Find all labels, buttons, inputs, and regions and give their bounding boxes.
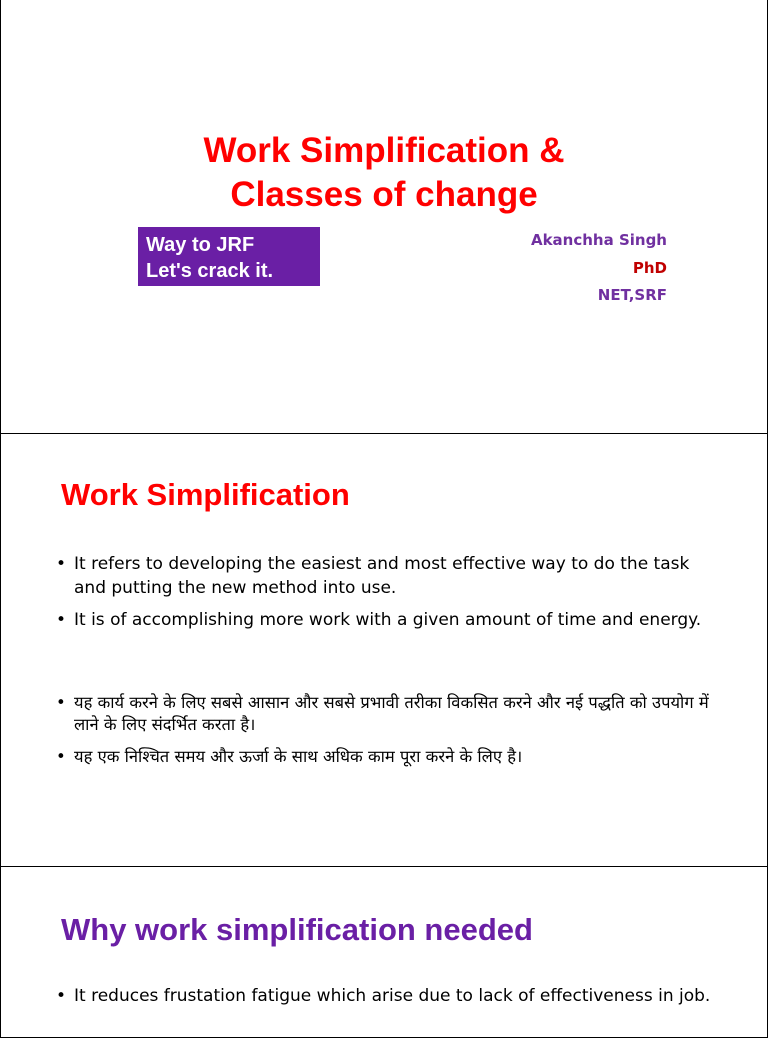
bullet-item: • यह कार्य करने के लिए सबसे आसान और सबसे प्रभावी तरीका विकसित करने और नई पद्धति को उपयोग में लाने के लिए संदर्भित करता है। bbox=[56, 692, 716, 736]
tagline-badge bbox=[138, 227, 320, 286]
bullet-list bbox=[56, 984, 716, 1016]
bullet-item: • It refers to developing the easiest and most effective way to do the task and putting the new method into use. bbox=[56, 552, 716, 600]
author-qualification: NET,SRF bbox=[597, 286, 667, 304]
bullet-item: • यह एक निश्चित समय और ऊर्जा के साथ अधिक काम पूरा करने के लिए है। bbox=[56, 746, 716, 768]
slide-title bbox=[1, 129, 767, 217]
work-simplification-slide bbox=[0, 433, 768, 867]
title-slide bbox=[0, 0, 768, 434]
hindi-bullet-list bbox=[56, 692, 716, 778]
section-title: Work Simplification bbox=[61, 477, 350, 512]
why-needed-slide bbox=[0, 866, 768, 1038]
author-degree: PhD bbox=[632, 259, 667, 277]
slide-title-line-1: Work Simplification & bbox=[203, 131, 565, 170]
slide-title-line-2: Classes of change bbox=[230, 175, 538, 214]
tagline-line-2: Let's crack it. bbox=[146, 260, 274, 282]
tagline-line-1: Way to JRF bbox=[146, 234, 255, 256]
english-bullet-list bbox=[56, 552, 716, 640]
author-name: Akanchha Singh bbox=[530, 231, 667, 249]
bullet-item: • It is of accomplishing more work with a given amount of time and energy. bbox=[56, 608, 716, 632]
section-title: Why work simplification needed bbox=[61, 912, 533, 947]
bullet-item: • It reduces frustation fatigue which arise due to lack of effectiveness in job. bbox=[56, 984, 716, 1008]
